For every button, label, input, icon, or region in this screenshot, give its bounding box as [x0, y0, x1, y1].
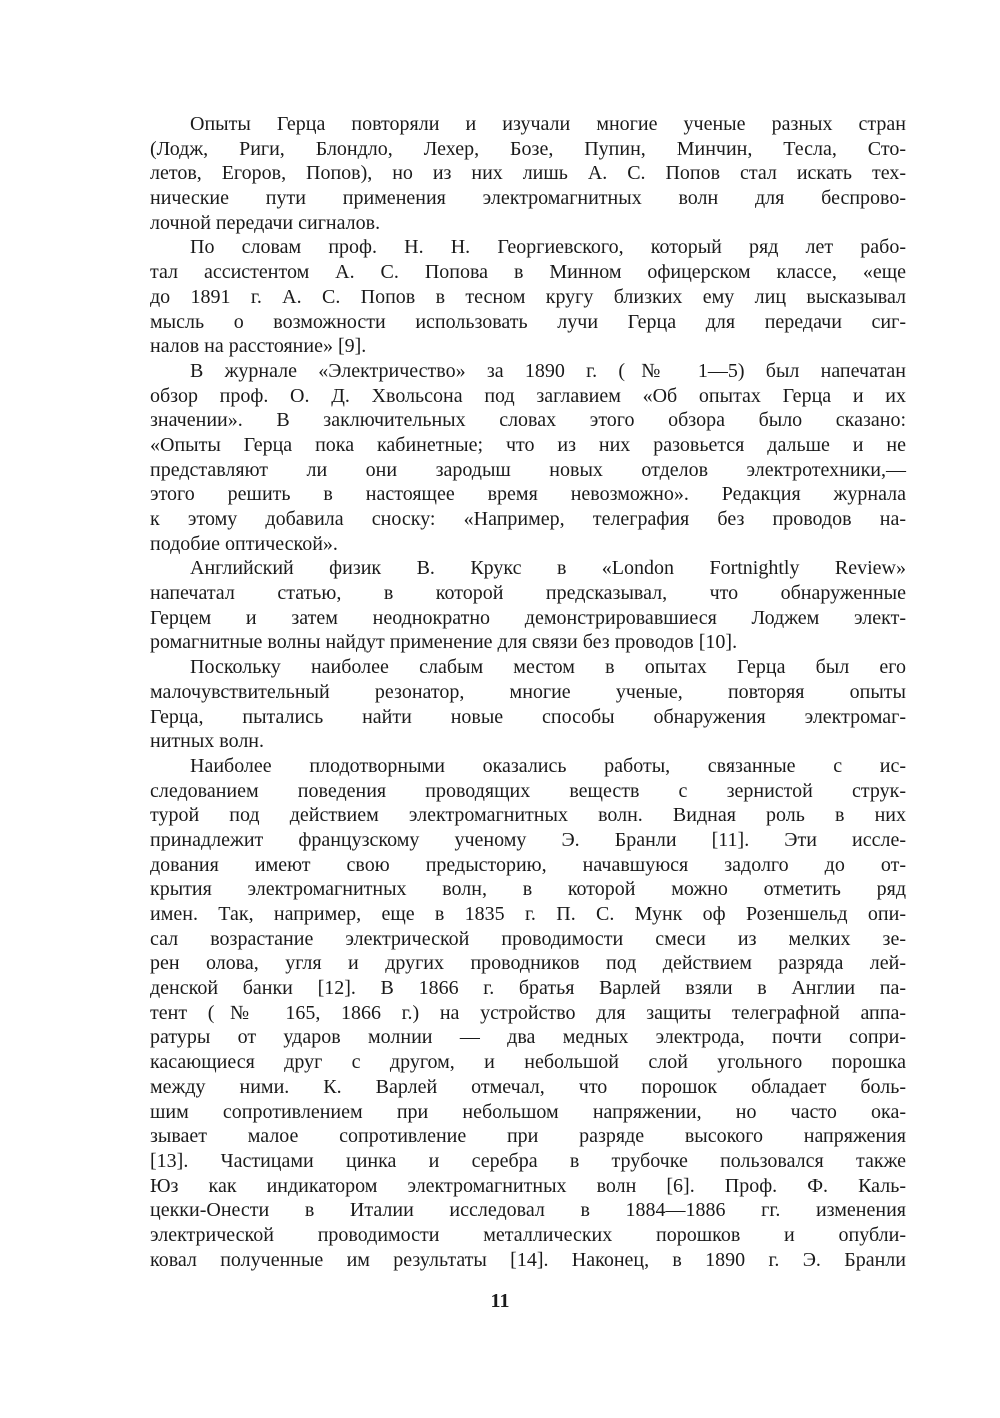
- text-line: Поскольку наиболее слабым местом в опытах Герца был его: [190, 656, 906, 679]
- text-line: между ними. К. Варлей отмечал, что порошок обладает боль-: [150, 1075, 906, 1098]
- text-line: налов на расстояние» [9].: [150, 335, 367, 358]
- text-line: Герца, пытались найти новые способы обнаружения электромаг-: [150, 705, 906, 728]
- text-line: Наиболее плодотворными оказались работы, связанные с ис-: [190, 754, 906, 777]
- text-line: ромагнитные волны найдут применение для связи без проводов [10].: [150, 631, 738, 654]
- text-line: рен олова, угля и других проводников под действием разряда лей-: [150, 952, 906, 975]
- text-line: к этому добавила сноску: «Например, телеграфия без проводов на-: [150, 508, 906, 530]
- text-line: электрической проводимости металлических порошков и опубли-: [150, 1223, 906, 1246]
- text-line: следованием поведения проводящих веществ с зернистой струк-: [150, 779, 906, 802]
- text-line: нитных волн.: [150, 730, 265, 753]
- text-line: денской банки [12]. В 1866 г. братья Варлей взяли в Англии па-: [150, 977, 906, 1000]
- text-line: обзор проф. О. Д. Хвольсона под заглавием «Об опытах Герца и их: [150, 384, 906, 407]
- text-line: ратуры от ударов молнии — два медных электрода, почти сопри-: [150, 1026, 906, 1049]
- text-line: Английский физик В. Крукс в «London Fortnightly Review»: [190, 557, 906, 580]
- text-line: до 1891 г. А. С. Попов в тесном кругу близких ему лиц высказывал: [150, 285, 906, 308]
- text-line: шим сопротивлением при небольшом напряжении, но часто ока-: [150, 1100, 906, 1123]
- text-line: цекки-Онести в Италии исследовал в 1884—1886 гг. изменения: [150, 1199, 906, 1222]
- text-line: «Опыты Герца пока кабинетные; что из них разовьется дальше и не: [150, 433, 906, 456]
- text-line: (Лодж, Риги, Блондло, Лехер, Бозе, Пупин, Минчин, Тесла, Сто-: [150, 137, 906, 160]
- text-line: По словам проф. Н. Н. Георгиевского, который ряд лет рабо-: [190, 236, 906, 259]
- page-number: 11: [490, 1290, 510, 1312]
- text-line: этого решить в настоящее время невозможно». Редакция журнала: [150, 483, 906, 506]
- text-line: Юз как индикатором электромагнитных волн [6]. Проф. Ф. Каль-: [150, 1174, 906, 1197]
- text-line: имен. Так, например, еще в 1835 г. П. С. Мунк оф Розеншельд опи-: [150, 903, 906, 925]
- text-line: В журнале «Электричество» за 1890 г. (№ 1—5) был напечатан: [190, 359, 906, 382]
- paragraph: [150, 235, 906, 358]
- text-line: сал возрастание электрической проводимости смеси из мелких зе-: [150, 927, 906, 950]
- text-line: зывает малое сопротивление при разряде высокого напряжения: [150, 1125, 906, 1148]
- paragraph: [150, 359, 906, 557]
- text-line: мысль о возможности использовать лучи Герца для передачи сиг-: [150, 310, 906, 333]
- text-line: [13]. Частицами цинка и серебра в трубочке пользовался также: [150, 1149, 906, 1172]
- text-line: турой под действием электромагнитных волн. Видная роль в них: [150, 804, 906, 827]
- text-line: дования имеют свою предысторию, начавшуюся задолго до от-: [150, 853, 906, 876]
- text-line: нические пути применения электромагнитных волн для беспрово-: [150, 187, 906, 210]
- text-line: подобие оптической».: [150, 532, 338, 555]
- paragraph: [150, 556, 906, 655]
- text-line: принадлежит французскому ученому Э. Бранли [11]. Эти иссле-: [150, 828, 906, 851]
- text-line: напечатал статью, в которой предсказывал, что обнаруженные: [150, 582, 906, 605]
- paragraph: [150, 655, 906, 754]
- body-text: [150, 112, 906, 1272]
- text-line: представляют ли они зародыш новых отделов электротехники,—: [150, 458, 906, 481]
- text-line: значении». В заключительных словах этого обзора было сказано:: [150, 409, 906, 432]
- text-line: ковал полученные им результаты [14]. Наконец, в 1890 г. Э. Бранли: [150, 1248, 906, 1271]
- text-line: крытия электромагнитных волн, в которой можно отметить ряд: [150, 878, 906, 901]
- paragraph: [150, 112, 906, 235]
- text-line: Опыты Герца повторяли и изучали многие ученые разных стран: [190, 113, 906, 135]
- text-line: тал ассистентом А. С. Попова в Минном офицерском классе, «еще: [150, 261, 906, 284]
- text-line: лочной передачи сигналов.: [150, 211, 381, 234]
- text-line: Герцем и затем неоднократно демонстрировавшиеся Лоджем элект-: [150, 606, 906, 629]
- text-line: малочувствительный резонатор, многие ученые, повторяя опыты: [150, 680, 906, 703]
- text-line: тент (№ 165, 1866 г.) на устройство для защиты телеграфной аппа-: [150, 1001, 906, 1024]
- paragraph: [150, 754, 906, 1272]
- text-line: касающиеся друг с другом, и небольшой слой угольного порошка: [150, 1051, 906, 1074]
- text-line: летов, Егоров, Попов), но из них лишь А. С. Попов стал искать тех-: [150, 162, 906, 185]
